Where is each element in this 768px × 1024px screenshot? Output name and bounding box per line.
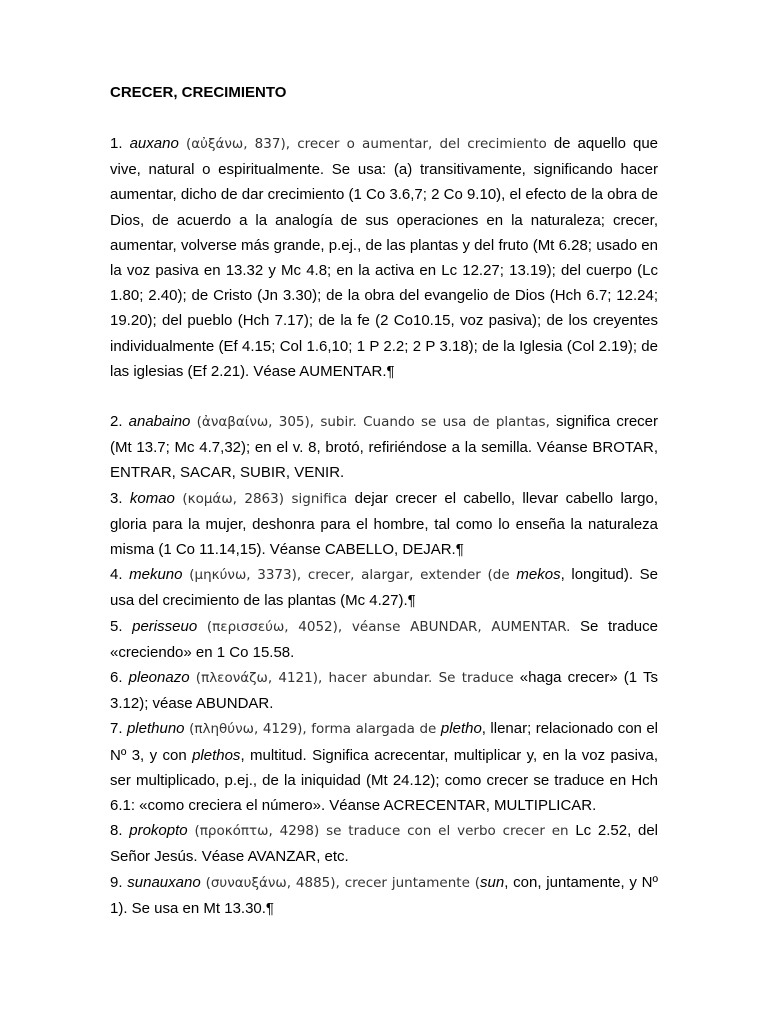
page-title: CRECER, CRECIMIENTO bbox=[110, 84, 287, 101]
entry-list bbox=[110, 131, 658, 921]
entry-text-continued: , multitud. Significa acrecentar, multiplicar y, en la voz pasiva, ser multiplicado, p.ej., de la iniquidad (Mt 24.12); como crecer se traduce en Hch 6.1: «como creciera el número». Véanse ACRECENTAR, MULTIPLICAR. bbox=[110, 746, 658, 815]
entry-komao bbox=[110, 486, 658, 563]
entry-pleonazo bbox=[110, 665, 658, 716]
entry-term-secondary: sun bbox=[480, 873, 505, 891]
entry-sunauxano bbox=[110, 870, 658, 921]
entry-greek: (ἀναβαίνω, 305), subir. Cuando se usa de plantas, bbox=[190, 414, 550, 431]
entry-number: 4. bbox=[110, 566, 123, 584]
entry-greek: (πλεονάζω, 4121), hacer abundar. Se traduce bbox=[189, 670, 514, 687]
entry-term: sunauxano bbox=[127, 873, 201, 891]
entry-number: 8. bbox=[110, 822, 123, 840]
entry-text: , llenar; relacionado con el Nº 3, y con bbox=[110, 720, 659, 764]
entry-auxano bbox=[110, 131, 658, 384]
entry-number: 1. bbox=[110, 135, 123, 152]
entry-term: komao bbox=[129, 489, 175, 507]
entry-term: prokopto bbox=[129, 822, 188, 840]
entry-term: auxano bbox=[129, 135, 179, 152]
entry-number: 3. bbox=[110, 489, 123, 507]
entry-term: plethuno bbox=[126, 720, 185, 738]
entry-text: significa crecer (Mt 13.7; Mc 4.7,32); en el v. 8, brotó, refiriéndose a la semilla. Véanse BROTAR, ENTRAR, SACAR, SUBIR, VENIR. bbox=[110, 413, 659, 482]
entry-text: , con, juntamente, y Nº 1). Se usa en Mt 13.30.¶ bbox=[110, 873, 658, 917]
entry-text: de aquello que vive, natural o espiritualmente. Se usa: (a) transitivamente, significando hacer aumentar, dicho de dar crecimiento (1 Co 3.6,7; 2 Co 9.10), el efecto de la obra de Dios, de acuerdo a la analogía de sus operaciones en la naturaleza; crecer, aumentar, volverse más grande, p.ej., de las plantas y del fruto (Mt 6.28; usado en la voz pasiva en 13.32 y Mc 4.8; en la activa en Lc 12.27; 13.19); del cuerpo (Lc 1.80; 2.40); de Cristo (Jn 3.30); de la obra del evangelio de Dios (Hch 6.7; 12.24; 19.20); del pueblo (Hch 7.17); de la fe (2 Co10.15, voz pasiva); de los creyentes individualmente (Ef 4.15; Col 1.6,10; 1 P 2.2; 2 P 3.18); de la Iglesia (Col 2.19); de las iglesias (Ef 2.21). Véase AUMENTAR.¶ bbox=[110, 135, 659, 380]
entry-text: «haga crecer» (1 Ts 3.12); véase ABUNDAR. bbox=[110, 669, 658, 713]
entry-text: dejar crecer el cabello, llevar cabello largo, gloria para la mujer, deshonra para el hombre, tal como lo enseña la naturaleza misma (1 Co 11.14,15). Véanse CABELLO, DEJAR.¶ bbox=[110, 489, 658, 559]
entry-number: 7. bbox=[110, 720, 123, 738]
entry-greek: (περισσεύω, 4052), véanse ABUNDAR, AUMENTAR. bbox=[197, 618, 571, 635]
entry-mekuno bbox=[110, 562, 658, 613]
entry-term: perisseuo bbox=[132, 617, 198, 635]
entry-text: Lc 2.52, del Señor Jesús. Véase AVANZAR, etc. bbox=[110, 822, 658, 866]
entry-greek: (αὐξάνω, 837), crecer o aumentar, del crecimiento bbox=[178, 136, 547, 152]
entry-plethuno bbox=[110, 716, 658, 818]
entry-prokopto bbox=[110, 818, 658, 869]
entry-anabaino bbox=[110, 409, 658, 486]
entry-term: anabaino bbox=[128, 413, 191, 431]
entry-greek: (προκόπτω, 4298) se traduce con el verbo crecer en bbox=[187, 823, 569, 840]
entry-greek: (συναυξάνω, 4885), crecer juntamente ( bbox=[200, 874, 481, 891]
entry-number: 5. bbox=[110, 617, 123, 635]
entry-greek: (κομάω, 2863) significa bbox=[174, 490, 348, 507]
entry-perisseuo bbox=[110, 614, 658, 665]
entry-number: 9. bbox=[110, 873, 123, 891]
entry-term-tertiary: plethos bbox=[192, 746, 241, 764]
entry-text: Se traduce «creciendo» en 1 Co 15.58. bbox=[110, 617, 658, 661]
entry-term-secondary: pletho bbox=[440, 720, 482, 738]
entry-greek: (μηκύνω, 3373), crecer, alargar, extender (de bbox=[182, 567, 517, 584]
entry-term-secondary: mekos bbox=[516, 566, 561, 584]
entry-greek: (πληθύνω, 4129), forma alargada de bbox=[184, 721, 441, 738]
entry-text: , longitud). Se usa del crecimiento de las plantas (Mc 4.27).¶ bbox=[110, 566, 659, 610]
entry-number: 2. bbox=[110, 413, 123, 431]
entry-term: mekuno bbox=[129, 566, 183, 584]
entry-term: pleonazo bbox=[128, 669, 190, 687]
entry-number: 6. bbox=[110, 669, 123, 687]
